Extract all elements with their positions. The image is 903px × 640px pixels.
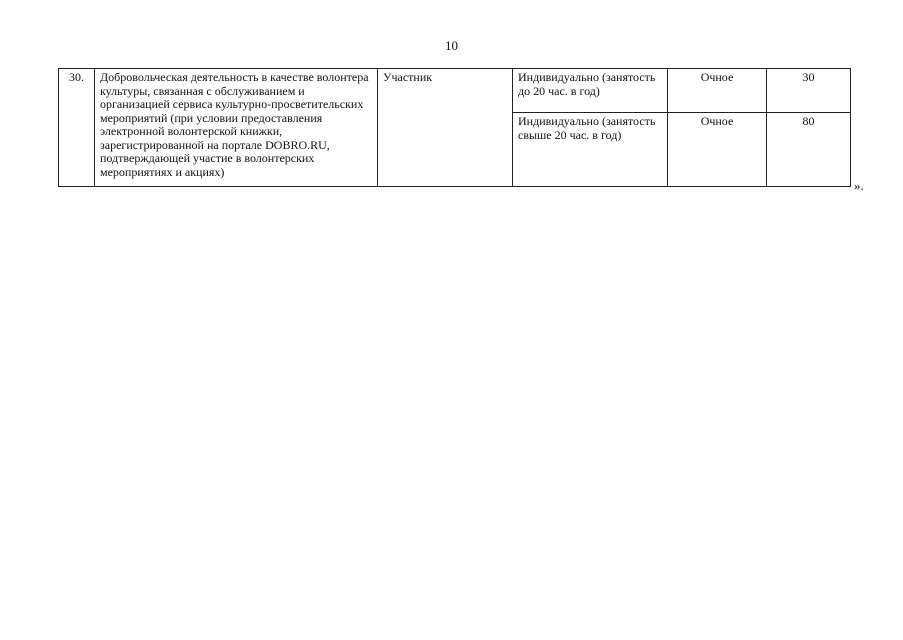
points-cell: 30	[767, 69, 851, 113]
activity-description-cell: Добровольческая деятельность в качестве волонтера культуры, связанная с обслуживанием и организацией сервиса культурно-просветительских мероприятий (при условии предоставления электронной волонтерской книжки, зарегистрированной на портале DOBRO.RU, подтверждающей участие в волонтерских мероприятиях и акциях)	[95, 69, 378, 187]
points-cell: 80	[767, 113, 851, 187]
table-row	[59, 69, 851, 113]
closing-quote-mark: ».	[854, 178, 864, 193]
participation-form-cell: Очное	[668, 113, 767, 187]
page-number: 10	[445, 38, 458, 53]
participation-form-cell: Очное	[668, 69, 767, 113]
participation-mode-cell: Индивидуально (занятость до 20 час. в год)	[513, 69, 668, 113]
participation-status-cell: Участник	[378, 69, 513, 187]
row-number-cell: 30.	[59, 69, 95, 187]
achievements-table	[58, 68, 851, 187]
participation-mode-cell: Индивидуально (занятость свыше 20 час. в год)	[513, 113, 668, 187]
